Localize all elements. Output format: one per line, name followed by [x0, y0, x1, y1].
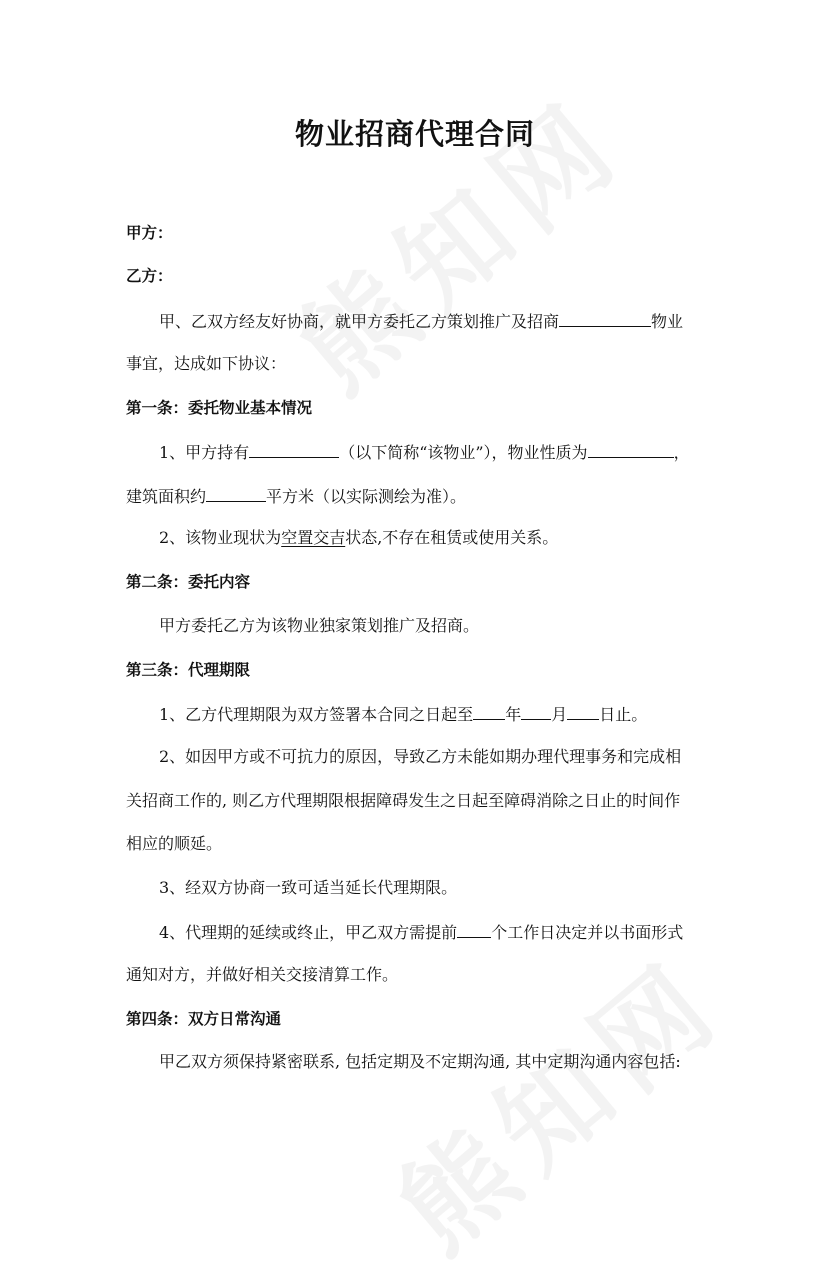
article-2-heading: 第二条：委托内容 — [126, 572, 251, 591]
month-label: 月 — [551, 705, 568, 724]
month-blank — [521, 702, 551, 720]
day-blank — [567, 702, 599, 720]
a3i1-text-a: 1、乙方代理期限为双方签署本合同之日起至 — [159, 705, 474, 724]
a1i1-text-c: ， — [673, 443, 690, 462]
property-nature-blank — [588, 440, 674, 458]
article-3-item-3: 3、经双方协商一致可适当延长代理期限。 — [159, 878, 458, 897]
day-label: 日止。 — [599, 705, 648, 724]
article-1-heading: 第一条：委托物业基本情况 — [126, 398, 313, 417]
article-3-item-4-line-1 — [159, 920, 759, 944]
article-1-item-2 — [159, 527, 759, 549]
a3i4-text-b: 个工作日决定并以书面形式 — [491, 923, 684, 942]
year-blank — [473, 702, 505, 720]
intro-line-1 — [159, 309, 759, 333]
article-3-item-2-line-1: 2、如因甲方或不可抗力的原因，导致乙方未能如期办理代理事务和完成相 — [159, 747, 682, 766]
article-4-body: 甲乙双方须保持紧密联系, 包括定期及不定期沟通, 其中定期沟通内容包括: — [159, 1052, 681, 1071]
article-3-item-2-line-2: 关招商工作的, 则乙方代理期限根据障碍发生之日起至障碍消除之日止的时间作 — [126, 791, 681, 810]
a1i2-text-b: 状态,不存在租赁或使用关系。 — [345, 528, 559, 547]
a1i1-text-d: 建筑面积约 — [126, 487, 207, 506]
property-name-blank — [559, 309, 651, 327]
a1i1-text-b: （以下简称“该物业”），物业性质为 — [339, 443, 588, 462]
article-4-heading: 第四条：双方日常沟通 — [126, 1009, 282, 1028]
intro-text-2: 物业 — [651, 312, 684, 331]
year-label: 年 — [505, 705, 522, 724]
area-blank — [206, 484, 266, 502]
a1i1-text-a: 1、甲方持有 — [159, 443, 250, 462]
a1i2-text-a: 2、该物业现状为 — [159, 528, 282, 547]
a1i1-text-e: 平方米（以实际测绘为准）。 — [266, 487, 467, 506]
a3i4-text-a: 4、代理期的延续或终止，甲乙双方需提前 — [159, 923, 458, 942]
article-3-item-1 — [159, 702, 759, 726]
intro-text-1: 甲、乙双方经友好协商，就甲方委托乙方策划推广及招商 — [159, 312, 560, 331]
party-b-label: 乙方： — [126, 266, 173, 285]
contract-title: 物业招商代理合同 — [294, 117, 535, 151]
workdays-blank — [457, 920, 491, 938]
intro-line-2: 事宜，达成如下协议： — [126, 354, 287, 373]
article-3-item-4-line-2: 通知对方，并做好相关交接清算工作。 — [126, 965, 399, 984]
article-3-heading: 第三条：代理期限 — [126, 660, 251, 679]
article-1-item-1-line-1 — [159, 440, 759, 464]
article-1-item-1-line-2 — [126, 484, 726, 508]
status-underlined: 空置交吉 — [281, 528, 346, 547]
holding-blank — [249, 440, 339, 458]
article-2-body: 甲方委托乙方为该物业独家策划推广及招商。 — [159, 616, 480, 635]
party-a-label: 甲方： — [126, 223, 173, 242]
article-3-item-2-line-3: 相应的顺延。 — [126, 834, 223, 853]
